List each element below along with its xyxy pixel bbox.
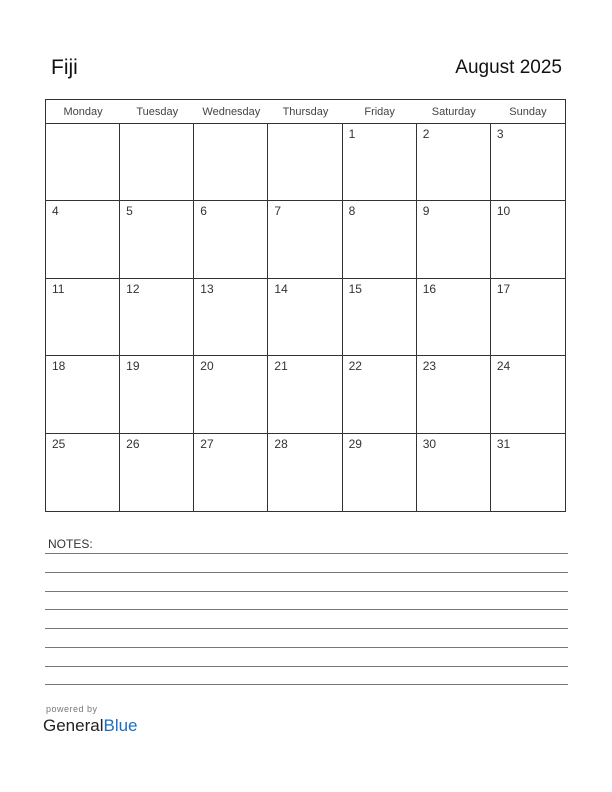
day-cell[interactable]	[491, 434, 565, 511]
day-cell[interactable]	[491, 201, 565, 278]
country-title: Fiji	[51, 56, 78, 79]
day-cell[interactable]	[46, 356, 120, 433]
day-cell[interactable]	[491, 356, 565, 433]
day-number: 17	[496, 281, 511, 296]
weekday-header: Sunday	[491, 100, 565, 124]
day-cell[interactable]	[120, 356, 194, 433]
day-number: 1	[348, 127, 356, 141]
note-line	[45, 572, 568, 573]
powered-by-text: powered by	[46, 704, 98, 714]
brand-name-part1: General	[43, 716, 104, 735]
day-cell[interactable]	[194, 201, 268, 278]
day-cell[interactable]	[46, 124, 120, 201]
day-number: 8	[348, 204, 356, 219]
day-number: 9	[422, 204, 430, 219]
day-number: 11	[52, 281, 65, 296]
day-cell[interactable]	[343, 434, 417, 511]
day-number: 31	[496, 436, 511, 451]
notes-label: NOTES:	[48, 537, 93, 551]
note-line	[45, 591, 568, 592]
day-cell[interactable]	[268, 434, 342, 511]
weekday-header: Wednesday	[194, 100, 268, 124]
day-cell[interactable]	[491, 124, 565, 201]
day-number: 30	[422, 436, 437, 451]
day-number: 25	[52, 436, 66, 451]
day-cell[interactable]	[417, 124, 491, 201]
day-cell[interactable]	[120, 279, 194, 356]
note-line	[45, 684, 568, 685]
day-cell[interactable]	[268, 356, 342, 433]
day-cell[interactable]	[343, 201, 417, 278]
day-number: 23	[422, 359, 437, 374]
note-line	[45, 553, 568, 554]
day-number: 20	[200, 359, 214, 374]
day-number: 14	[274, 281, 288, 296]
weekday-header: Saturday	[417, 100, 491, 124]
weekday-header: Tuesday	[120, 100, 194, 124]
day-number: 3	[496, 127, 504, 141]
day-number: 13	[200, 281, 214, 296]
day-number: 19	[126, 359, 140, 374]
day-number: 5	[126, 204, 133, 219]
day-number: 29	[348, 436, 362, 451]
day-number: 12	[126, 281, 140, 296]
day-number: 26	[126, 436, 140, 451]
day-cell[interactable]	[120, 124, 194, 201]
day-number: 15	[348, 281, 362, 296]
day-cell[interactable]	[491, 279, 565, 356]
calendar-grid	[45, 99, 566, 512]
note-line	[45, 609, 568, 610]
day-cell[interactable]	[46, 201, 120, 278]
day-cell[interactable]	[417, 356, 491, 433]
day-number: 27	[200, 436, 214, 451]
day-cell[interactable]	[343, 279, 417, 356]
day-cell[interactable]	[194, 279, 268, 356]
day-number: 2	[422, 127, 430, 141]
day-cell[interactable]	[120, 434, 194, 511]
note-line	[45, 647, 568, 648]
brand-name-part2: Blue	[103, 716, 138, 735]
day-cell[interactable]	[268, 279, 342, 356]
day-number: 18	[52, 359, 66, 374]
brand-logo[interactable]	[43, 716, 138, 736]
day-cell[interactable]	[343, 124, 417, 201]
day-cell[interactable]	[194, 434, 268, 511]
weekday-header: Monday	[46, 100, 120, 124]
day-cell[interactable]	[120, 201, 194, 278]
day-cell[interactable]	[46, 279, 120, 356]
day-number: 7	[274, 204, 282, 219]
day-cell[interactable]	[268, 124, 342, 201]
day-number: 28	[274, 436, 288, 451]
day-cell[interactable]	[343, 356, 417, 433]
day-number: 10	[496, 204, 511, 219]
note-line	[45, 628, 568, 629]
weekday-header: Friday	[343, 100, 417, 124]
month-title: August 2025	[455, 57, 562, 78]
day-cell[interactable]	[417, 434, 491, 511]
day-cell[interactable]	[46, 434, 120, 511]
day-cell[interactable]	[194, 124, 268, 201]
day-cell[interactable]	[417, 279, 491, 356]
day-number: 21	[274, 359, 288, 374]
day-number: 16	[422, 281, 437, 296]
day-cell[interactable]	[268, 201, 342, 278]
day-number: 22	[348, 359, 362, 374]
note-line	[45, 666, 568, 667]
day-number: 6	[200, 204, 207, 219]
day-cell[interactable]	[194, 356, 268, 433]
weekday-header: Thursday	[268, 100, 342, 124]
day-number: 4	[52, 204, 59, 219]
day-cell[interactable]	[417, 201, 491, 278]
day-number: 24	[496, 359, 511, 374]
